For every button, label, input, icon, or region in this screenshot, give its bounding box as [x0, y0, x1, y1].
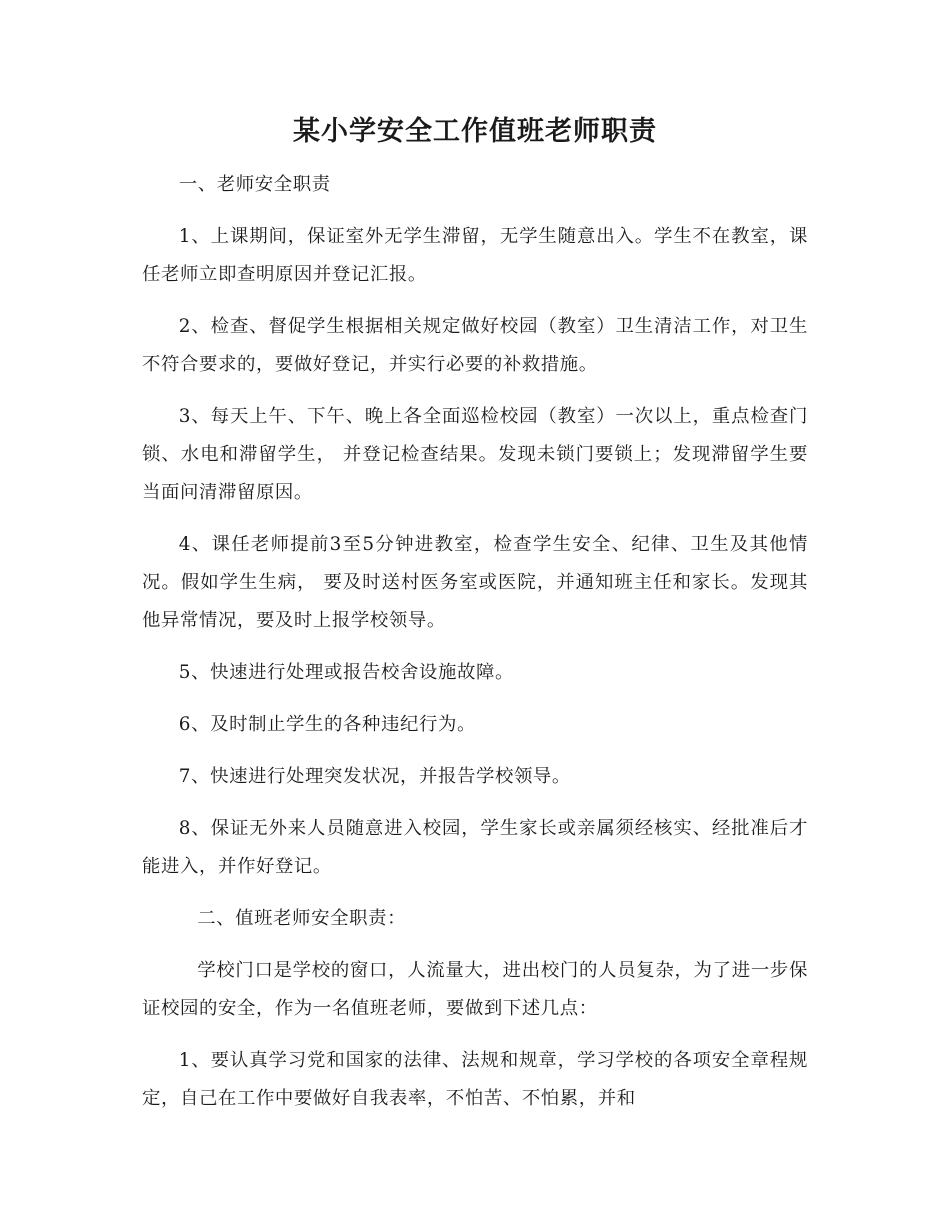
- paragraph-item-6: 6、及时制止学生的各种违纪行为。: [178, 714, 476, 735]
- paragraph-item-5: 5、快速进行处理或报告校舍设施故障。: [178, 662, 514, 683]
- paragraph-duty-item-1: 1、要认真学习党和国家的法律、法规和规章，学习学校的各项安全章程规定，自己在工作中要做好自我表率，不怕苦、不怕累，并和: [142, 1050, 808, 1109]
- section-heading-teacher-duties: 一、老师安全职责: [178, 174, 331, 195]
- paragraph-item-4: 4、课任老师提前3至5分钟进教室，检查学生安全、纪律、卫生及其他情况。假如学生生病， 要及时送村医务室或医院，并通知班主任和家长。发现其他异常情况，要及时上报学校领导。: [142, 534, 808, 631]
- paragraph-intro: 学校门口是学校的窗口，人流量大，进出校门的人员复杂，为了进一步保证校园的安全，作为一名值班老师，要做到下述几点：: [142, 960, 808, 1019]
- section-heading-duty-teacher: 二、值班老师安全职责：: [197, 908, 407, 929]
- document-body: [142, 166, 808, 1118]
- paragraph-item-3: 3、每天上午、下午、晚上各全面巡检校园（教室）一次以上，重点检查门锁、水电和滞留学生， 并登记检查结果。发现未锁门要锁上；发现滞留学生要当面问清滞留原因。: [142, 406, 808, 503]
- paragraph-item-7: 7、快速进行处理突发状况，并报告学校领导。: [178, 766, 571, 787]
- paragraph-item-1: 1、上课期间，保证室外无学生滞留，无学生随意出入。学生不在教室，课任老师立即查明原因并登记汇报。: [142, 226, 808, 285]
- document-title: 某小学安全工作值班老师职责: [293, 116, 657, 147]
- paragraph-item-8: 8、保证无外来人员随意进入校园，学生家长或亲属须经核实、经批准后才能进入，并作好登记。: [142, 818, 808, 877]
- paragraph-item-2: 2、检查、督促学生根据相关规定做好校园（教室）卫生清洁工作，对卫生不符合要求的，要做好登记，并实行必要的补救措施。: [142, 316, 808, 375]
